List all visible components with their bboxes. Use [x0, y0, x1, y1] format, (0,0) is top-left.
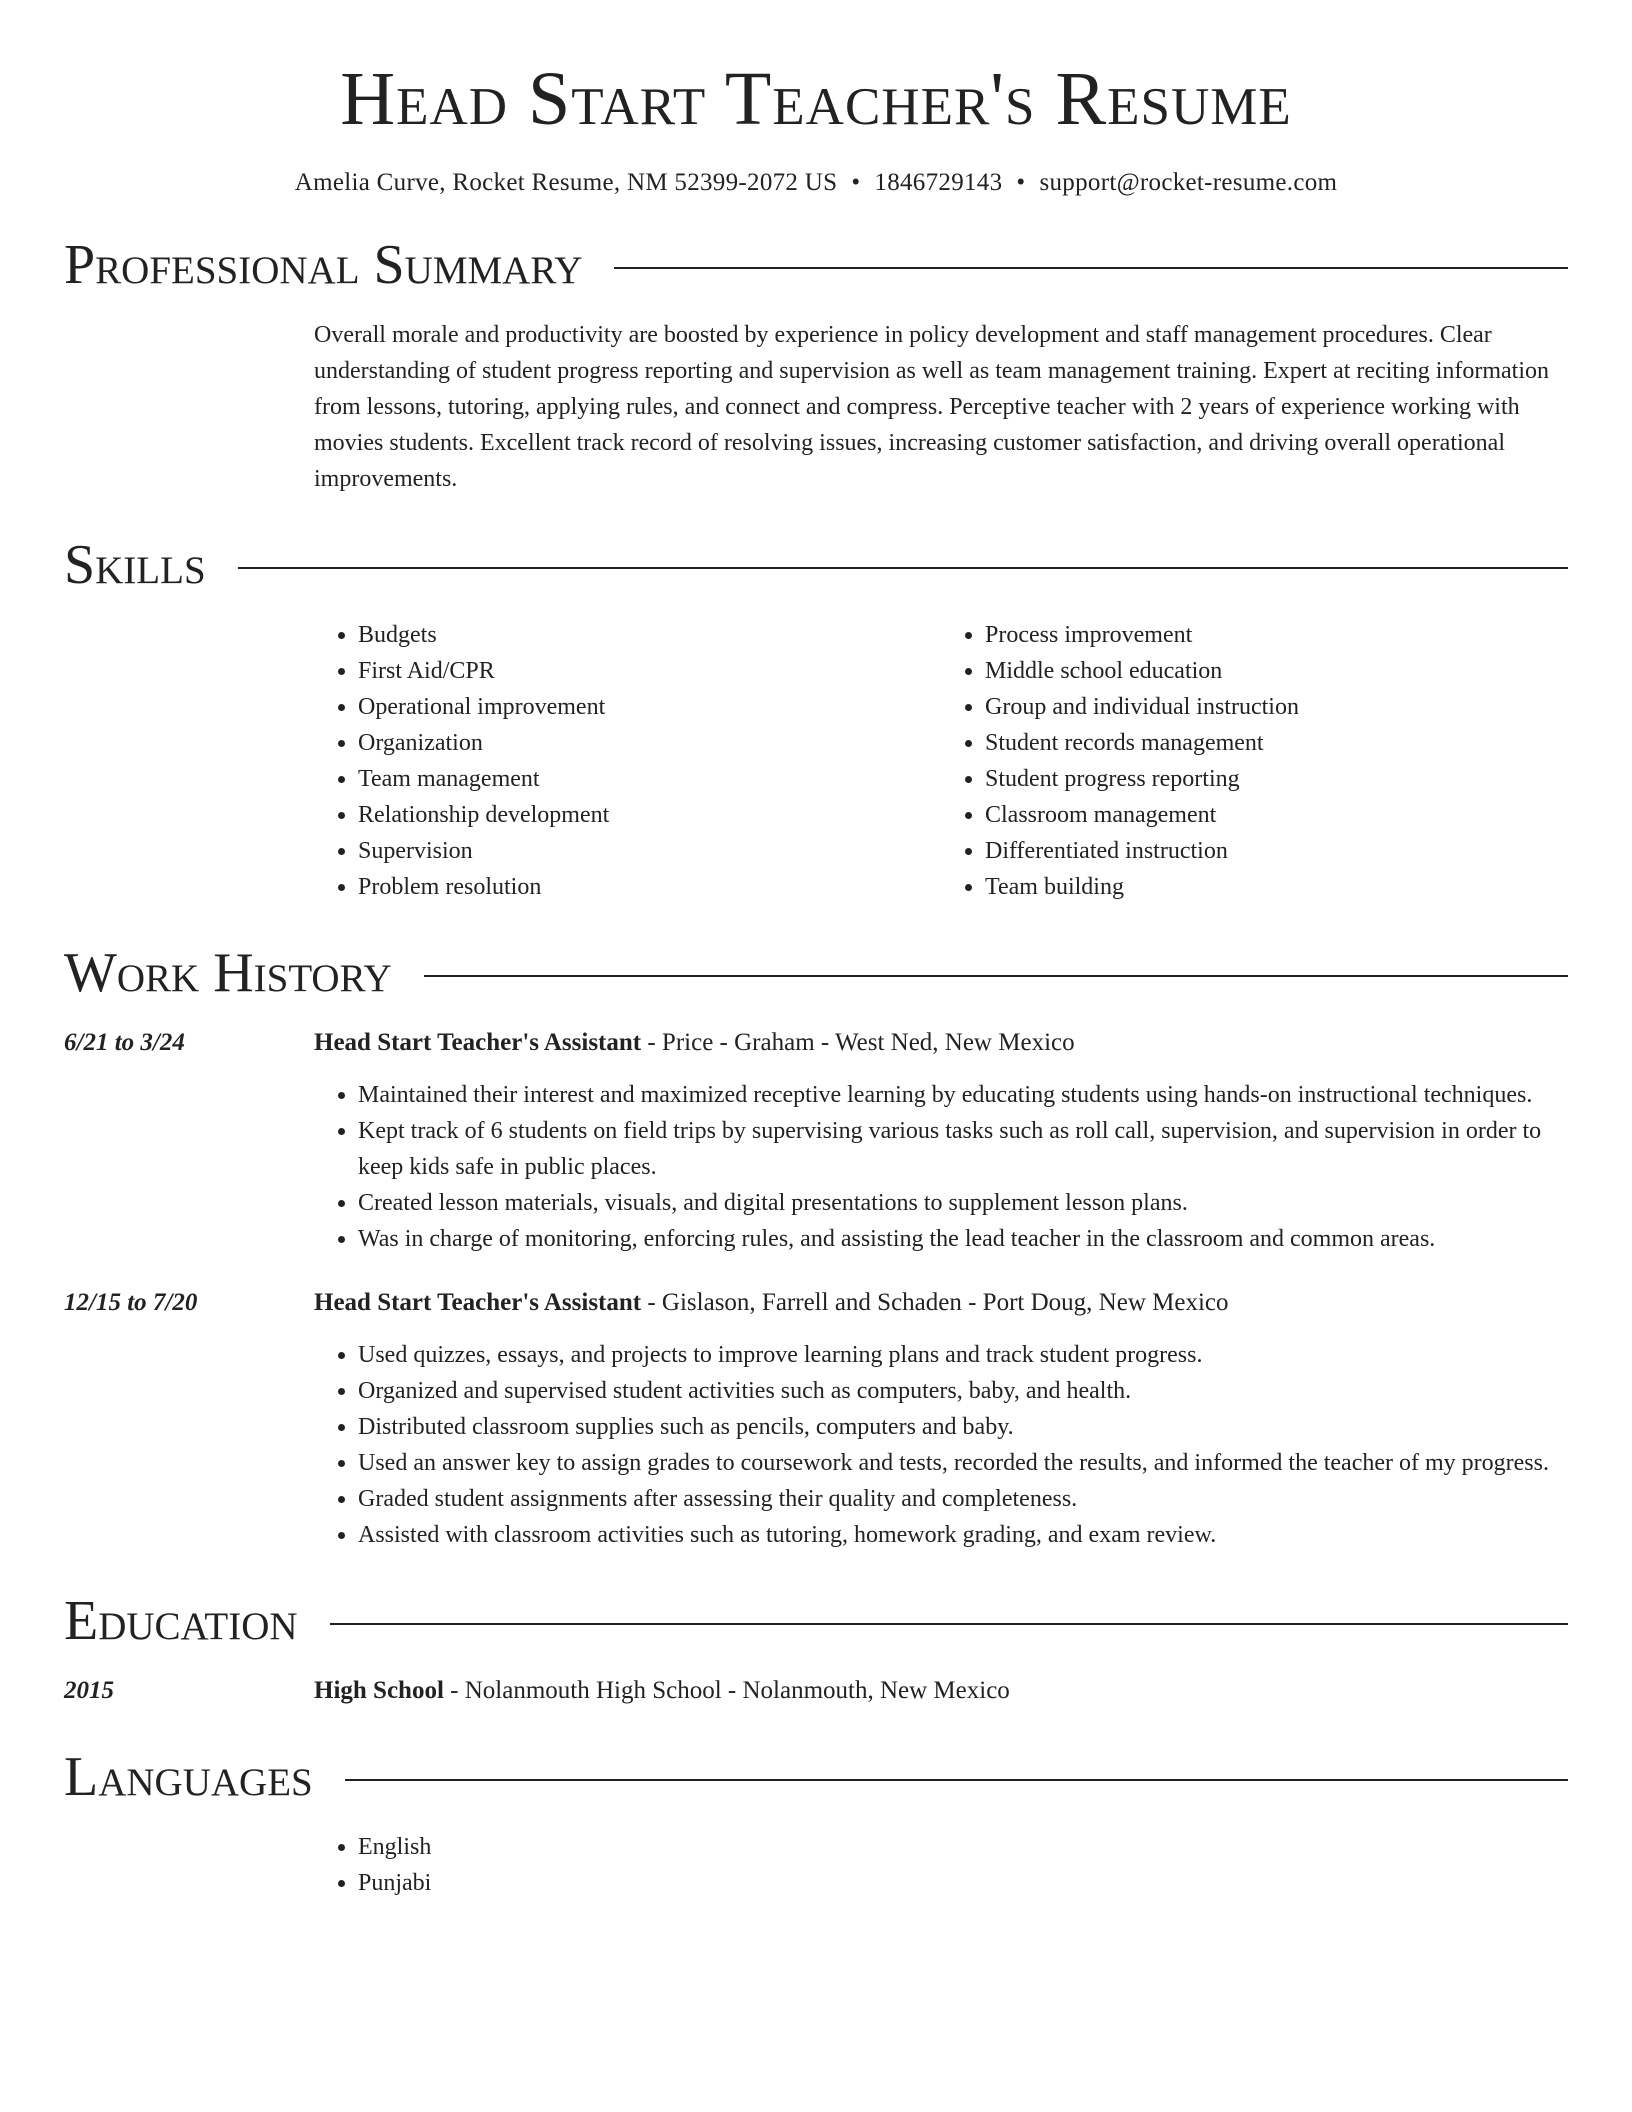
skills-row: [64, 617, 1568, 905]
contact-line: [64, 169, 1568, 197]
job-title: Head Start Teacher's Assistant: [314, 1029, 642, 1057]
job-bullet: • Graded student assignments after assessing their quality and completeness.: [358, 1481, 1568, 1517]
job-details: - Price - Graham - West Ned, New Mexico: [641, 1029, 1075, 1057]
work-heading-text: Work History: [64, 942, 392, 1005]
section-divider: [614, 267, 1568, 269]
languages-body: [314, 1829, 1568, 1901]
education-body: [314, 1673, 1568, 1709]
section-divider: [345, 1779, 1568, 1781]
languages-list: [314, 1829, 1568, 1901]
skill-item: • Process improvement: [985, 617, 1568, 653]
education-heading: [64, 1590, 1568, 1653]
summary-heading: [64, 234, 1568, 297]
languages-row: [64, 1829, 1568, 1901]
job-bullet: • Maintained their interest and maximized receptive learning by educating students using hands-on instructional techniques.: [358, 1077, 1568, 1113]
job-body: [314, 1025, 1568, 1257]
section-divider: [424, 975, 1568, 977]
summary-row: [64, 317, 1568, 497]
skills-left-spacer: [64, 617, 314, 905]
skill-item: • Differentiated instruction: [985, 833, 1568, 869]
skill-item: • First Aid/CPR: [358, 653, 941, 689]
work-heading: [64, 942, 1568, 1005]
skills-list-right: [941, 617, 1568, 905]
languages-heading: [64, 1746, 1568, 1809]
job-bullets: [314, 1077, 1568, 1257]
skills-heading-text: Skills: [64, 534, 206, 597]
skill-item: • Classroom management: [985, 797, 1568, 833]
job-bullet: • Organized and supervised student activities such as computers, baby, and health.: [358, 1373, 1568, 1409]
job-header: [314, 1285, 1568, 1321]
contact-email[interactable]: support@rocket-resume.com: [1039, 169, 1338, 197]
skill-item: • Student records management: [985, 725, 1568, 761]
skill-item: • Problem resolution: [358, 869, 941, 905]
job-entry: [64, 1285, 1568, 1553]
education-year: 2015: [64, 1677, 114, 1705]
language-item: • English: [358, 1829, 1568, 1865]
skills-section: [64, 534, 1568, 905]
skills-list-left: [314, 617, 941, 905]
contact-phone: 1846729143: [874, 169, 1003, 197]
summary-left-spacer: [64, 317, 314, 497]
education-header: [314, 1673, 1568, 1709]
job-details: - Gislason, Farrell and Schaden - Port Doug, New Mexico: [641, 1289, 1229, 1317]
skills-heading: [64, 534, 1568, 597]
contact-address: Amelia Curve, Rocket Resume, NM 52399-2072 US: [294, 169, 838, 197]
skill-item: • Operational improvement: [358, 689, 941, 725]
summary-text: Overall morale and productivity are boosted by experience in policy development and staff management procedures. Clear understanding of student progress reporting and supervision as well as team management training. Expert at reciting information from lessons, tutoring, applying rules, and connect and compress. Perceptive teacher with 2 years of experience working with movies students. Excellent track record of resolving issues, increasing customer satisfaction, and driving overall operational improvements.: [314, 322, 1550, 493]
section-divider: [330, 1623, 1568, 1625]
education-entry: [64, 1673, 1568, 1709]
job-body: [314, 1285, 1568, 1553]
languages-heading-text: Languages: [64, 1746, 313, 1809]
job-bullet: • Assisted with classroom activities such as tutoring, homework grading, and exam review.: [358, 1517, 1568, 1553]
work-section: [64, 942, 1568, 1553]
job-entry: [64, 1025, 1568, 1257]
language-item: • Punjabi: [358, 1865, 1568, 1901]
job-bullet: • Created lesson materials, visuals, and digital presentations to supplement lesson plans.: [358, 1185, 1568, 1221]
skill-item: • Group and individual instruction: [985, 689, 1568, 725]
skill-item: • Budgets: [358, 617, 941, 653]
job-bullet: • Was in charge of monitoring, enforcing rules, and assisting the lead teacher in the classroom and common areas.: [358, 1221, 1568, 1257]
skill-item: • Team management: [358, 761, 941, 797]
skill-item: • Supervision: [358, 833, 941, 869]
job-title: Head Start Teacher's Assistant: [314, 1289, 642, 1317]
skills-lists: [314, 617, 1568, 905]
skill-item: • Team building: [985, 869, 1568, 905]
languages-left-spacer: [64, 1829, 314, 1901]
resume-title: Head Start Teacher's Resume: [340, 57, 1292, 141]
education-details: - Nolanmouth High School - Nolanmouth, New Mexico: [443, 1677, 1010, 1705]
skill-item: • Student progress reporting: [985, 761, 1568, 797]
job-bullet: • Used an answer key to assign grades to coursework and tests, recorded the results, and informed the teacher of my progress.: [358, 1445, 1568, 1481]
job-bullet: • Distributed classroom supplies such as pencils, computers and baby.: [358, 1409, 1568, 1445]
section-divider: [238, 567, 1568, 569]
education-degree: High School: [314, 1677, 444, 1705]
summary-body: [314, 317, 1568, 497]
job-bullet: • Used quizzes, essays, and projects to improve learning plans and track student progress.: [358, 1337, 1568, 1373]
job-header: [314, 1025, 1568, 1061]
languages-section: [64, 1746, 1568, 1901]
skill-item: • Middle school education: [985, 653, 1568, 689]
contact-separator: •: [1016, 169, 1026, 197]
skill-item: • Relationship development: [358, 797, 941, 833]
job-dates: 6/21 to 3/24: [64, 1029, 185, 1057]
job-bullet: • Kept track of 6 students on field trips by supervising various tasks such as roll call, supervision, and supervision in order to keep kids safe in public places.: [358, 1113, 1568, 1185]
education-section: [64, 1590, 1568, 1709]
contact-separator: •: [851, 169, 861, 197]
skill-item: • Organization: [358, 725, 941, 761]
job-dates: 12/15 to 7/20: [64, 1289, 198, 1317]
summary-heading-text: Professional Summary: [64, 234, 583, 297]
summary-section: [64, 234, 1568, 497]
education-heading-text: Education: [64, 1590, 298, 1653]
job-bullets: [314, 1337, 1568, 1553]
